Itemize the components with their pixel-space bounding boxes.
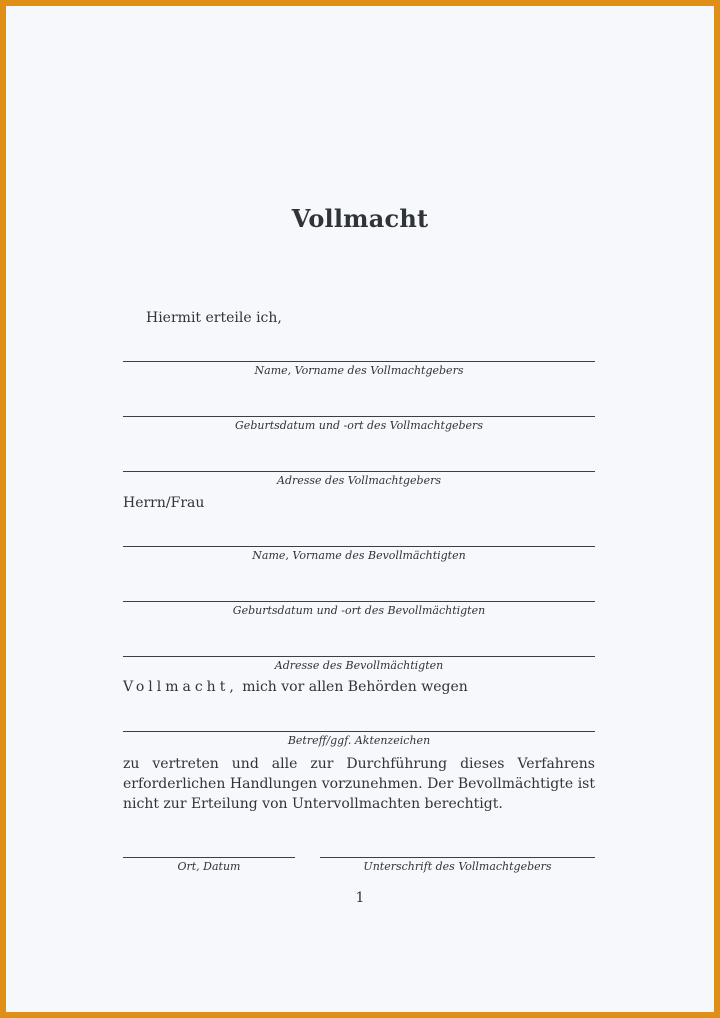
agent-address-field [123,656,595,673]
subject-field [123,731,595,748]
grantor-birth-field [123,416,595,433]
agent-name-field [123,546,595,563]
page-number: 1 [355,890,365,906]
grantor-birth-caption: Geburtsdatum und -ort des Vollmachtgebers [235,419,483,432]
agent-address-caption: Adresse des Bevollmächtigten [274,659,444,672]
document-page [6,6,714,1012]
signature-caption: Unterschrift des Vollmachtgebers [363,860,552,873]
agent-birth-caption: Geburtsdatum und -ort des Bevollmächtigten [232,604,486,617]
place-date-caption: Ort, Datum [177,860,241,873]
agent-birth-field [123,601,595,618]
intro-text: Hiermit erteile ich, [146,310,282,326]
vollmacht-rest: mich vor allen Behörden wegen [237,679,468,695]
agent-label: Herrn/Frau [123,495,205,511]
grantor-address-caption: Adresse des Vollmachtgebers [277,474,441,487]
vollmacht-word: Vollmacht, [123,679,238,695]
grantor-address-field [123,471,595,488]
signature-field [320,857,595,874]
vollmacht-line [123,678,468,697]
place-date-field [123,857,295,874]
subject-caption: Betreff/ggf. Aktenzeichen [287,734,431,747]
grantor-name-field [123,361,595,378]
document-title: Vollmacht [291,204,429,233]
authority-paragraph: zu vertreten und alle zur Durchführung dieses Verfahrens erforderlichen Handlungen vorzunehmen. Der Bevollmächtigte ist nicht zur Erteilung von Untervollmachten berechtigt. [123,756,595,812]
agent-name-caption: Name, Vorname des Bevollmächtigten [252,549,466,562]
grantor-name-caption: Name, Vorname des Vollmachtgebers [254,364,464,377]
